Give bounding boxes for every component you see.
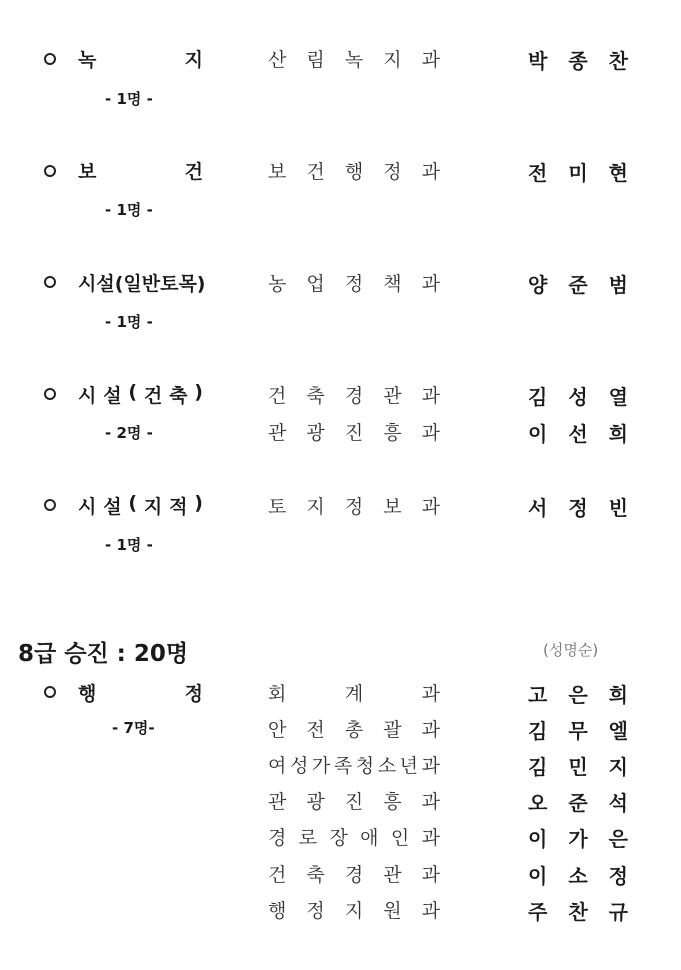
bullet-circle-icon xyxy=(44,165,56,177)
sort-note: (성명순) xyxy=(543,641,599,659)
person-name: 서 정 빈 xyxy=(528,496,628,520)
headcount: - 2명 - xyxy=(105,424,153,442)
department: 건 축 경 관 과 xyxy=(268,864,440,886)
person-name: 김 민 지 xyxy=(528,755,628,779)
headcount: - 1명 - xyxy=(105,90,153,108)
person-name: 박 종 찬 xyxy=(528,49,628,73)
bullet-circle-icon xyxy=(44,686,56,698)
person-name: 주 찬 규 xyxy=(528,900,628,924)
department: 회 계 과 xyxy=(268,683,440,705)
department: 토 지 정 보 과 xyxy=(268,496,440,518)
headcount: - 1명 - xyxy=(105,201,153,219)
headcount: - 1명 - xyxy=(105,313,153,331)
person-name: 전 미 현 xyxy=(528,161,628,185)
category-label: 시설(일반토목) xyxy=(78,273,206,295)
department: 행 정 지 원 과 xyxy=(268,900,440,922)
department: 산 림 녹 지 과 xyxy=(268,49,440,71)
person-name: 김 성 열 xyxy=(528,385,628,409)
department: 관 광 진 흥 과 xyxy=(268,422,440,444)
person-name: 고 은 희 xyxy=(528,683,628,707)
person-name: 양 준 범 xyxy=(528,273,628,297)
person-name: 이 가 은 xyxy=(528,827,628,851)
department: 경 로 장 애 인 과 xyxy=(268,827,440,849)
bullet-circle-icon xyxy=(44,388,56,400)
person-name: 오 준 석 xyxy=(528,791,628,815)
department: 관 광 진 흥 과 xyxy=(268,791,440,813)
person-name: 이 소 정 xyxy=(528,864,628,888)
department: 건 축 경 관 과 xyxy=(268,385,440,407)
category-label: 시 설 ( 지 적 ) xyxy=(78,492,203,518)
department: 보 건 행 정 과 xyxy=(268,161,440,183)
category-label: 시 설 ( 건 축 ) xyxy=(78,381,203,407)
department: 농 업 정 책 과 xyxy=(268,273,440,295)
person-name: 이 선 희 xyxy=(528,422,628,446)
section-title: 8급 승진 : 20명 xyxy=(18,641,189,667)
person-name: 김 무 엘 xyxy=(528,719,628,743)
headcount: - 1명 - xyxy=(105,536,153,554)
category-label: 보 건 xyxy=(78,161,203,183)
bullet-circle-icon xyxy=(44,499,56,511)
bullet-circle-icon xyxy=(44,276,56,288)
category-label: 행 정 xyxy=(78,683,203,705)
category-label: 녹 지 xyxy=(78,49,203,71)
bullet-circle-icon xyxy=(44,53,56,65)
headcount: - 7명- xyxy=(112,719,155,737)
department: 안 전 총 괄 과 xyxy=(268,719,440,741)
department: 여 성 가 족 청 소 년 과 xyxy=(268,755,440,777)
